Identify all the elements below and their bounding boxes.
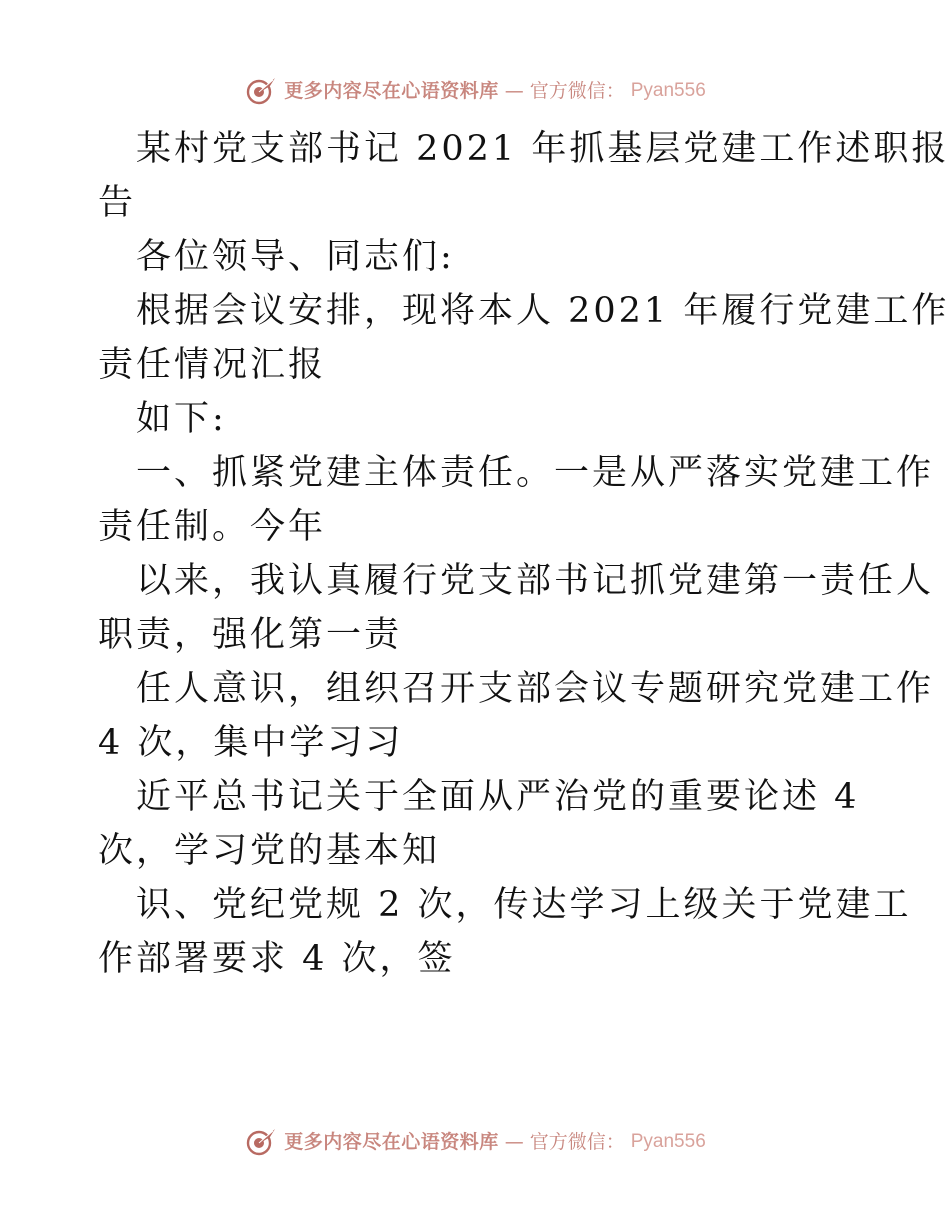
watermark-wechat-id: Pyan556	[630, 1131, 706, 1152]
text-line: 次，学习党的基本知	[98, 831, 441, 871]
text-line: 如下:	[136, 399, 227, 439]
text-line: 以来，我认真履行党支部书记抓党建第一责任人	[136, 561, 935, 601]
text-line: 任人意识，组织召开支部会议专题研究党建工作	[136, 669, 935, 709]
text-line: 责任情况汇报	[98, 345, 327, 385]
text-line: 作部署要求 4 次，签	[98, 939, 456, 979]
text-line: 告	[98, 183, 137, 223]
watermark-dash: —	[504, 80, 524, 102]
document-body	[98, 122, 950, 986]
header-watermark	[0, 76, 950, 106]
footer-watermark	[0, 1127, 950, 1157]
text-line: 近平总书记关于全面从严治党的重要论述 4	[136, 777, 860, 817]
watermark-site-name: 更多内容尽在心语资料库	[284, 1131, 499, 1153]
feather-pen-circle-icon	[244, 1127, 278, 1157]
text-line: 一、抓紧党建主体责任。一是从严落实党建工作	[136, 453, 935, 493]
text-line: 某村党支部书记 2021 年抓基层党建工作述职报	[136, 129, 950, 169]
text-line: 识、党纪党规 2 次，传达学习上级关于党建工	[136, 885, 912, 925]
watermark-wechat-id: Pyan556	[630, 80, 706, 101]
feather-pen-circle-icon	[244, 76, 278, 106]
text-line: 根据会议安排，现将本人 2021 年履行党建工作	[136, 291, 950, 331]
text-line: 职责，强化第一责	[98, 615, 403, 655]
document-text	[98, 122, 950, 986]
watermark-dash: —	[504, 1131, 524, 1153]
text-line: 责任制。今年	[98, 507, 327, 547]
watermark-wechat-label: 官方微信：	[529, 1131, 625, 1153]
text-line: 4 次，集中学习习	[98, 723, 404, 763]
text-line: 各位领导、同志们:	[136, 237, 455, 277]
watermark-site-name: 更多内容尽在心语资料库	[284, 80, 499, 102]
watermark-wechat-label: 官方微信：	[529, 80, 625, 102]
